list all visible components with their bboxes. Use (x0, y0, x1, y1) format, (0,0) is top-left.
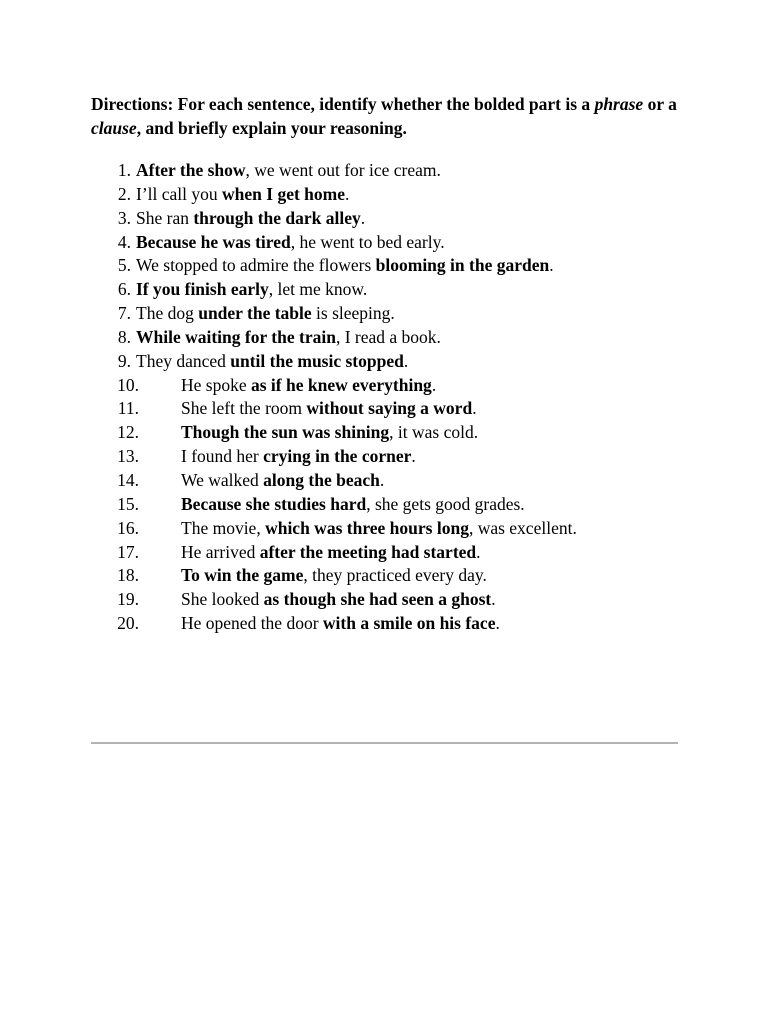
question-item (91, 493, 681, 517)
question-number: 8. (117, 326, 131, 347)
sentence-plain-before: He spoke (181, 374, 251, 395)
question-item (91, 469, 681, 493)
sentence-plain-after: . (431, 374, 437, 395)
question-item (91, 564, 681, 588)
question-number: 13. (117, 446, 139, 467)
question-number: 10. (117, 374, 139, 395)
question-sentence (181, 541, 481, 565)
sentence-bolded-part: To win the game (181, 565, 304, 586)
sentence-plain-after: . (495, 613, 500, 634)
question-number: 9. (117, 350, 131, 371)
directions-heading (91, 92, 681, 140)
sentence-bolded-part: as though she had seen a ghost (263, 589, 492, 610)
question-list (91, 159, 681, 636)
sentence-plain-after: , let me know. (268, 279, 368, 300)
sentence-plain-after: . (345, 183, 350, 204)
horizontal-rule (91, 742, 678, 744)
sentence-plain-after: is sleeping. (311, 303, 395, 324)
question-item (91, 326, 681, 350)
question-sentence (136, 207, 365, 231)
question-sentence (136, 183, 349, 207)
question-item (91, 278, 681, 302)
sentence-plain-after: . (379, 469, 385, 490)
question-number: 5. (117, 255, 131, 276)
sentence-plain-after: , they practiced every day. (303, 565, 487, 586)
sentence-plain-after: , she gets good grades. (366, 493, 525, 514)
sentence-plain-after: . (360, 207, 366, 228)
question-number: 4. (117, 231, 131, 252)
question-sentence (181, 517, 577, 541)
question-item (91, 541, 681, 565)
question-item (91, 159, 681, 183)
sentence-bolded-part: when I get home (222, 183, 345, 204)
question-sentence (181, 588, 496, 612)
question-item (91, 183, 681, 207)
question-item (91, 231, 681, 255)
question-number: 19. (117, 589, 139, 610)
directions-text-part2: or a (643, 94, 677, 114)
question-sentence (181, 445, 416, 469)
sentence-plain-before: They danced (136, 350, 231, 371)
sentence-bolded-part: without saying a word (306, 398, 473, 419)
sentence-plain-after: . (403, 350, 409, 371)
sentence-bolded-part: Though the sun was shining (181, 422, 390, 443)
sentence-plain-after: . (491, 589, 496, 610)
sentence-plain-after: . (411, 446, 416, 467)
question-sentence (136, 159, 441, 183)
question-item (91, 254, 681, 278)
question-item (91, 588, 681, 612)
sentence-bolded-part: through the dark alley (193, 207, 361, 228)
directions-text-part1: Directions: For each sentence, identify whether the bolded part is a (91, 94, 595, 114)
sentence-bolded-part: If you finish early (136, 279, 269, 300)
question-sentence (136, 278, 367, 302)
sentence-plain-before: We stopped to admire the flowers (136, 255, 376, 276)
question-item (91, 397, 681, 421)
question-number: 14. (117, 469, 139, 490)
question-sentence (136, 231, 445, 255)
question-number: 16. (117, 517, 139, 538)
sentence-plain-after: , was excellent. (468, 517, 577, 538)
question-number: 1. (117, 160, 131, 180)
question-item (91, 350, 681, 374)
sentence-plain-before: She left the room (181, 398, 307, 419)
question-item (91, 421, 681, 445)
sentence-bolded-part: with a smile on his face (322, 613, 496, 634)
sentence-bolded-part: After the show (136, 160, 246, 180)
question-sentence (136, 302, 395, 326)
question-sentence (181, 421, 478, 445)
question-item (91, 302, 681, 326)
question-sentence (181, 564, 487, 588)
sentence-bolded-part: as if he knew everything (250, 374, 432, 395)
question-number: 7. (117, 303, 131, 324)
question-item (91, 207, 681, 231)
question-number: 15. (117, 493, 139, 514)
sentence-plain-before: I found her (181, 446, 264, 467)
question-number: 18. (117, 565, 139, 586)
sentence-plain-before: He opened the door (181, 613, 323, 634)
sentence-bolded-part: While waiting for the train (136, 326, 336, 347)
question-number: 11. (117, 398, 139, 419)
question-item (91, 445, 681, 469)
sentence-bolded-part: until the music stopped (230, 350, 404, 371)
directions-text-part3: , and briefly explain your reasoning. (136, 118, 407, 138)
question-sentence (136, 350, 408, 374)
sentence-bolded-part: Because he was tired (136, 231, 291, 252)
sentence-plain-before: She looked (181, 589, 264, 610)
question-number: 20. (117, 613, 139, 634)
question-sentence (181, 612, 500, 636)
question-sentence (181, 374, 436, 398)
question-number: 6. (117, 279, 131, 300)
question-number: 2. (117, 183, 131, 204)
sentence-bolded-part: along the beach (263, 469, 380, 490)
sentence-bolded-part: crying in the corner (263, 446, 412, 467)
sentence-plain-after: . (472, 398, 477, 419)
directions-clause-word: clause (91, 118, 137, 138)
sentence-plain-after: , it was cold. (389, 422, 479, 443)
sentence-plain-before: The dog (136, 303, 199, 324)
question-number: 12. (117, 422, 139, 443)
sentence-plain-before: He arrived (181, 541, 260, 562)
sentence-plain-after: . (476, 541, 481, 562)
sentence-plain-after: , we went out for ice cream. (245, 160, 441, 180)
question-item (91, 374, 681, 398)
sentence-plain-after: , I read a book. (335, 326, 441, 347)
directions-phrase-word: phrase (594, 94, 644, 114)
question-item (91, 517, 681, 541)
question-sentence (136, 326, 441, 350)
question-number: 17. (117, 541, 139, 562)
sentence-bolded-part: which was three hours long (265, 517, 469, 538)
sentence-plain-after: , he went to bed early. (290, 231, 445, 252)
sentence-plain-after: . (549, 255, 554, 276)
question-number: 3. (117, 207, 131, 228)
question-sentence (136, 254, 554, 278)
sentence-bolded-part: Because she studies hard (181, 493, 367, 514)
question-sentence (181, 469, 384, 493)
sentence-bolded-part: under the table (198, 303, 312, 324)
question-sentence (181, 397, 477, 421)
sentence-bolded-part: blooming in the garden (375, 255, 550, 276)
question-item (91, 612, 681, 636)
sentence-plain-before: She ran (136, 207, 194, 228)
sentence-plain-before: The movie, (181, 517, 266, 538)
question-sentence (181, 493, 525, 517)
sentence-plain-before: I’ll call you (136, 183, 223, 204)
sentence-plain-before: We walked (181, 469, 264, 490)
sentence-bolded-part: after the meeting had started (259, 541, 477, 562)
